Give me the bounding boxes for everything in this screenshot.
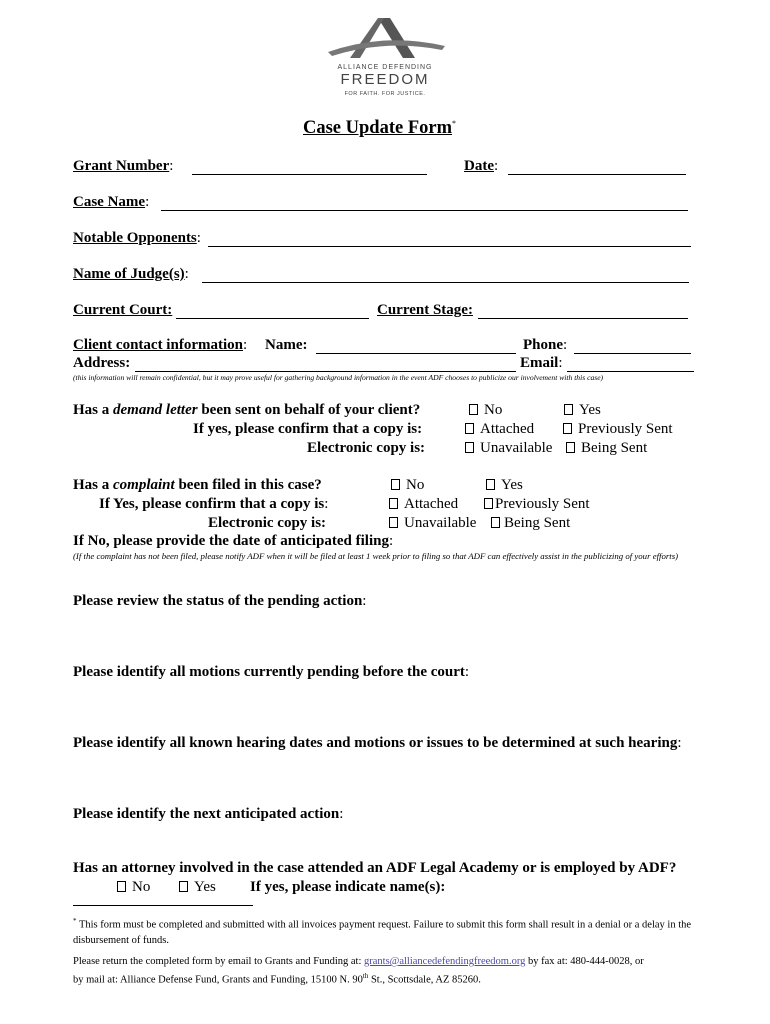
academy-question: Has an attorney involved in the case attended an ADF Legal Academy or is employed by ADF? [73,860,677,876]
hearings-question: Please identify all known hearing dates and motions or issues to be determined at such hearing: [73,735,682,751]
demand-q-post: been sent on behalf of your client? [197,402,421,418]
complaint-if-no-label: If No, please provide the date of anticipated filing [73,533,389,549]
checkbox[interactable] [469,404,478,415]
checkbox[interactable] [117,881,126,892]
client-confidential-note: (this information will remain confidential, but it may prove useful for gathering background information in the event ADF chooses to publicize our involvement with this case) [73,373,604,382]
judges-field[interactable] [202,282,689,283]
case-name-label: Case Name [73,194,146,210]
complaint-note: (If the complaint has not been filed, please notify ADF when it will be filed at least 1 week prior to filing so that ADF can effectively assist in the publicizing of your efforts) [73,551,679,561]
complaint-being-sent-option[interactable] [491,515,570,532]
current-court-field[interactable] [176,318,369,319]
mail-post: St., Scottsdale, AZ 85260. [368,974,481,986]
case-name-field[interactable] [161,210,688,211]
logo-line1: ALLIANCE DEFENDING [337,64,433,71]
demand-previously-sent-option[interactable] [563,421,673,438]
demand-yes-option[interactable] [564,402,601,419]
checkbox[interactable] [465,423,474,434]
name-label: Name: [265,337,308,353]
judges-label: Name of Judge(s) [73,266,185,282]
checkbox[interactable] [389,498,398,509]
complaint-confirm-row: If Yes, please confirm that a copy is: [99,496,329,512]
pending-status-question: Please review the status of the pending action: [73,593,367,609]
demand-q-em: demand letter [113,402,198,418]
demand-no-option[interactable] [469,402,502,419]
hearings-label: Please identify all known hearing dates and motions or issues to be determined at such hearing [73,735,678,751]
motions-question: Please identify all motions currently pending before the court: [73,664,470,680]
checkbox[interactable] [491,517,500,528]
notable-opponents-row: Notable Opponents: [73,230,201,246]
current-stage-field[interactable] [478,318,688,319]
checkbox[interactable] [564,404,573,415]
current-court-label: Current Court: [73,302,173,318]
email-field[interactable] [567,371,694,372]
grant-number-field[interactable] [192,174,427,175]
complaint-electronic-label: Electronic copy is: [208,515,327,531]
date-row: Date: [464,158,499,174]
checkbox[interactable] [566,442,575,453]
address-label: Address: [73,355,131,371]
phone-row: Phone: [523,337,568,353]
checkbox[interactable] [389,517,398,528]
demand-q-pre: Has a [73,402,114,418]
current-stage-label: Current Stage: [377,302,473,318]
demand-question [73,402,420,419]
grants-email-link[interactable]: grants@alliancedefendingfreedom.org [364,956,526,967]
mail-pre: by mail at: Alliance Defense Fund, Grants and Funding, 15100 N. 90 [73,974,363,986]
complaint-q-em: complaint [113,477,175,493]
notable-opponents-label: Notable Opponents [73,230,197,246]
complaint-if-no-row: If No, please provide the date of anticipated filing: [73,533,394,549]
date-label: Date [464,158,494,174]
footnote-mark: * [73,917,77,925]
return-mid: by fax at: 480-444-0028, or [525,956,644,967]
option-label: No [484,402,503,418]
client-contact-label: Client contact information [73,337,243,353]
complaint-q-pre: Has a [73,477,114,493]
checkbox[interactable] [465,442,474,453]
option-label: Being Sent [504,515,571,531]
option-label: Yes [501,477,523,493]
motions-label: Please identify all motions currently pending before the court [73,664,465,680]
demand-unavailable-option[interactable] [465,440,552,457]
next-action-question: Please identify the next anticipated action: [73,806,344,822]
title-asterisk: * [452,118,457,128]
option-label: Attached [480,421,535,437]
complaint-unavailable-option[interactable] [389,515,476,532]
complaint-confirm-label: If Yes, please confirm that a copy is [99,496,325,512]
footnote-divider [73,905,253,906]
option-label: Unavailable [404,515,477,531]
checkbox[interactable] [179,881,188,892]
option-label: Attached [404,496,459,512]
logo-line2: FREEDOM [340,71,430,88]
grant-number-label: Grant Number [73,158,170,174]
pending-status-label: Please review the status of the pending action [73,593,363,609]
academy-no-option[interactable] [117,879,150,896]
option-label: Unavailable [480,440,553,456]
name-field[interactable] [316,353,516,354]
option-label: Previously Sent [578,421,673,437]
mail-sup: th [362,972,369,980]
phone-label: Phone [523,337,564,353]
demand-being-sent-option[interactable] [566,440,647,457]
complaint-previously-sent-option[interactable] [484,496,590,513]
footnote-text: This form must be completed and submitted with all invoices payment request. Failure to submit this form shall result in a denial or a delay in the disbursement of funds. [73,919,692,946]
email-row: Email: [520,355,563,371]
option-label: No [406,477,425,493]
option-label: Yes [579,402,601,418]
complaint-no-option[interactable] [391,477,424,494]
adf-a-mark-icon [320,14,450,64]
return-pre: Please return the completed form by email to Grants and Funding at: [73,956,365,967]
complaint-yes-option[interactable] [486,477,523,494]
checkbox[interactable] [391,479,400,490]
title-text: Case Update Form [303,118,453,138]
address-field[interactable] [135,371,516,372]
notable-opponents-field[interactable] [208,246,691,247]
client-contact-row: Client contact information: [73,337,248,353]
checkbox[interactable] [563,423,572,434]
judges-row: Name of Judge(s): [73,266,189,282]
email-label: Email [520,355,559,371]
footnote [73,914,698,948]
page-title [303,118,456,139]
complaint-question [73,477,322,494]
complaint-q-post: been filed in this case? [174,477,322,493]
checkbox[interactable] [484,498,493,509]
date-field[interactable] [508,174,686,175]
case-name-row: Case Name: [73,194,150,210]
demand-confirm-label: If yes, please confirm that a copy is: [193,421,423,437]
demand-electronic-label: Electronic copy is: [307,440,426,456]
grant-number-row: Grant Number: [73,158,174,174]
option-label: Previously Sent [495,496,590,512]
complaint-attached-option[interactable] [389,496,458,513]
phone-field[interactable] [574,353,691,354]
checkbox[interactable] [486,479,495,490]
return-instructions [73,954,703,988]
adf-logo [320,14,450,102]
academy-yes-option[interactable] [179,879,216,896]
logo-tagline: FOR FAITH. FOR JUSTICE. [344,91,426,97]
option-label: Being Sent [581,440,648,456]
demand-attached-option[interactable] [465,421,534,438]
option-label: Yes [194,879,216,895]
option-label: No [132,879,151,895]
academy-names-label: If yes, please indicate name(s): [250,879,446,895]
next-action-label: Please identify the next anticipated action [73,806,340,822]
